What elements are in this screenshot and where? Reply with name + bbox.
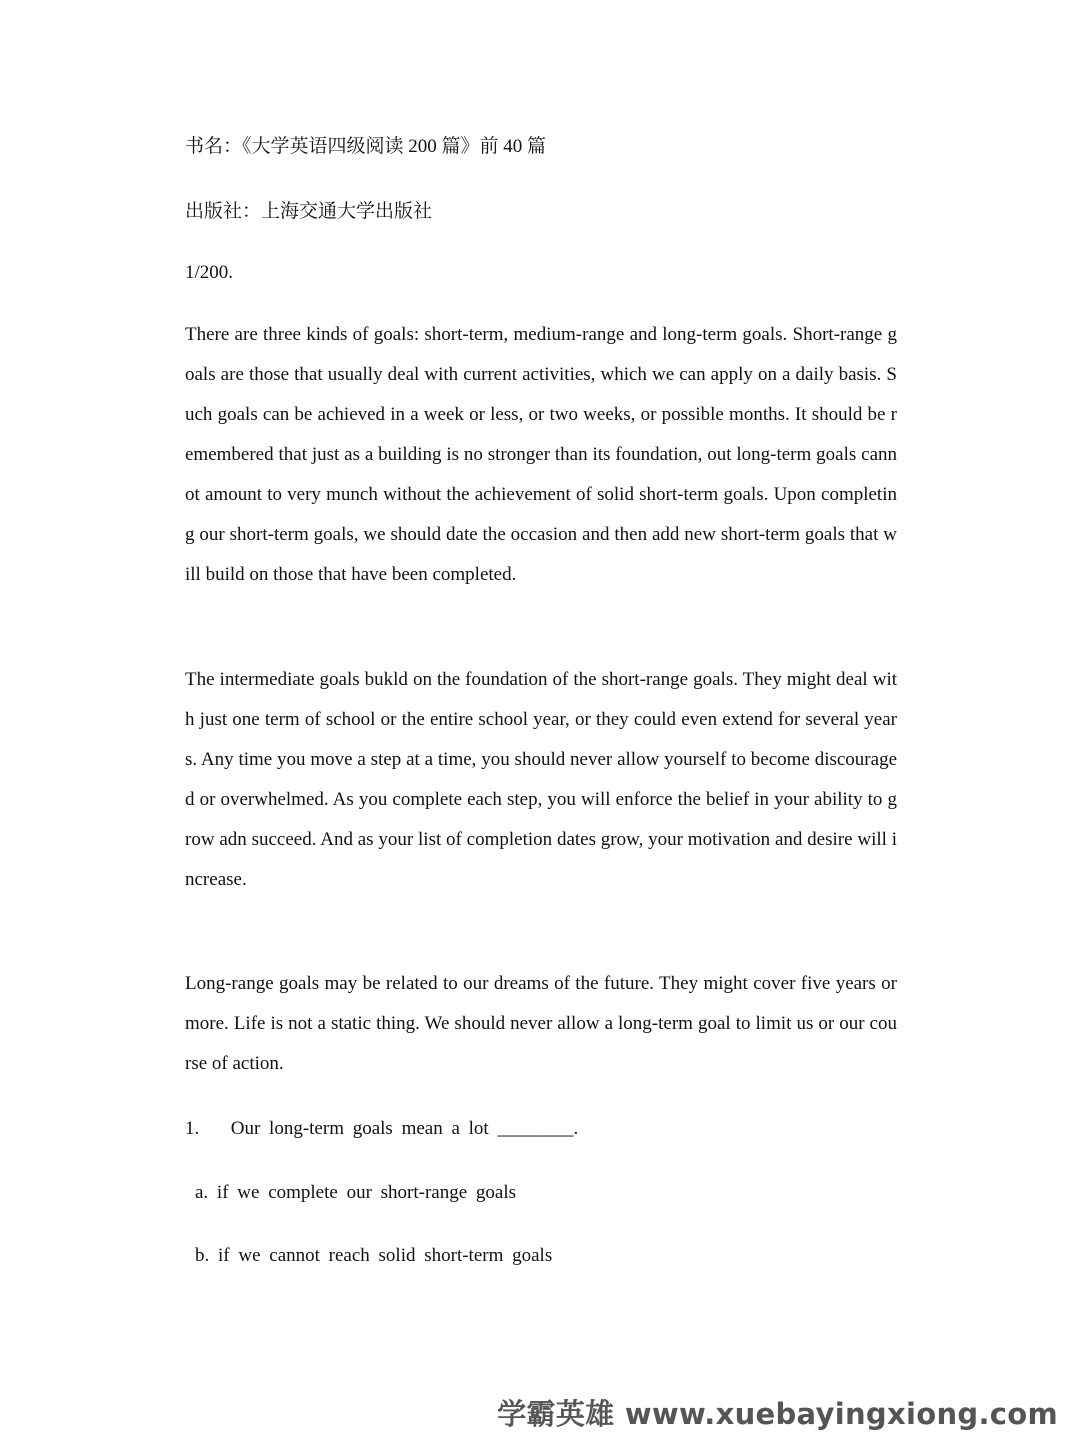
question-number: 1. xyxy=(185,1118,200,1139)
question-1 xyxy=(185,1118,578,1140)
passage-paragraph-2: The intermediate goals bukld on the foundation of the short-range goals. They might deal with just one term of school or the entire school year, or they could even extend for several years. Any time you move a step at a time, you should never allow yourself to become discouraged or overwhelmed. As you complete each step, you will enforce the belief in your ability to grow adn succeed. And as your list of completion dates grow, your motivation and desire will increase. xyxy=(185,669,897,890)
passage-paragraph-3: Long-range goals may be related to our dreams of the future. They might cover five years or more. Life is not a static thing. We should never allow a long-term goal to limit us or our course of action. xyxy=(185,973,897,1074)
passage-number: 1/200. xyxy=(185,262,234,283)
passage-paragraph-1: There are three kinds of goals: short-term, medium-range and long-term goals. Short-range goals are those that usually deal with current activities, which we can apply on a daily basis. Such goals can be achieved in a week or less, or two weeks, or possible months. It should be remembered that just as a building is no stronger than its foundation, out long-term goals cannot amount to very munch without the achievement of solid short-term goals. Upon completing our short-term goals, we should date the occasion and then add new short-term goals that will build on those that have been completed. xyxy=(185,324,897,585)
question-option-a: a. if we complete our short-range goals xyxy=(195,1182,517,1203)
question-option-b: b. if we cannot reach solid short-term goals xyxy=(195,1245,553,1266)
publisher-line: 出版社：上海交通大学出版社 xyxy=(185,201,433,222)
question-stem: Our long-term goals mean a lot ________. xyxy=(230,1118,579,1139)
book-title: 书名：《大学英语四级阅读 200 篇》前 40 篇 xyxy=(185,136,547,157)
site-watermark: 学霸英雄 www.xuebayingxiong.com xyxy=(497,1397,1058,1431)
